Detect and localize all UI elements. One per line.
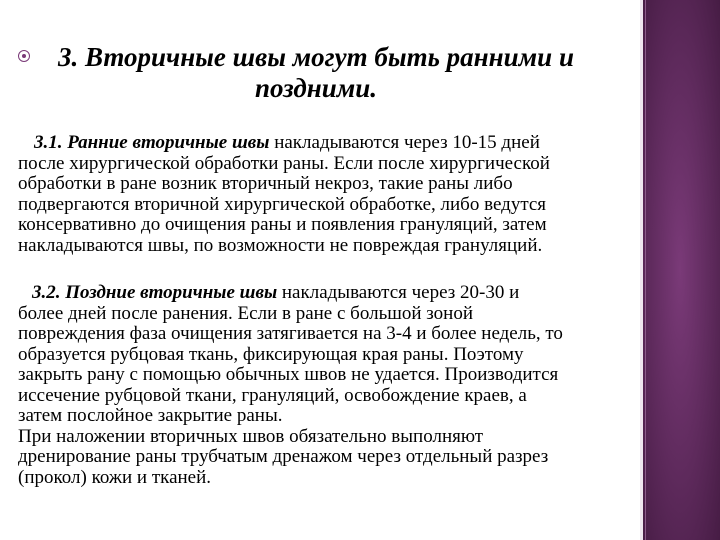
paragraph-line: обработки в ране возник вторичный некроз, такие раны либо xyxy=(18,173,513,194)
paragraph-line-rest: накладываются через 10-15 дней xyxy=(269,132,540,153)
paragraph-line: При наложении вторичных швов обязательно выполняют xyxy=(18,425,484,447)
paragraph-line xyxy=(18,283,640,304)
paragraph-lead: 3.2. Поздние вторичные швы xyxy=(32,282,278,303)
paragraph-line: (прокол) кожи и тканей. xyxy=(18,466,212,488)
paragraph-line: образуется рубцовая ткань, фиксирующая края раны. Поэтому xyxy=(18,343,524,365)
paragraph-early-sutures xyxy=(18,133,640,256)
heading-title xyxy=(18,42,596,104)
heading-line-1: 3. Вторичные швы могут быть ранними и xyxy=(58,42,574,72)
paragraph-line: подвергаются вторичной хирургической обработке, либо ведутся xyxy=(18,193,547,215)
heading-line-2: поздними. xyxy=(254,73,377,103)
paragraph-line: дренирование раны трубчатым дренажом через отдельный разрез xyxy=(18,446,549,467)
slide-heading xyxy=(18,42,638,104)
paragraph-line: накладываются швы, по возможности не повреждая грануляций. xyxy=(18,234,543,256)
paragraph-line xyxy=(18,133,640,154)
paragraph-line: после хирургической обработки раны. Если после хирургической xyxy=(18,152,550,174)
paragraph-line: иссечение рубцовой ткани, грануляций, освобождение краев, а xyxy=(18,384,527,406)
paragraph-line: более дней после ранения. Если в ране с большой зоной xyxy=(18,302,474,324)
paragraph-lead: 3.1. Ранние вторичные швы xyxy=(34,132,270,153)
paragraph-line-rest: накладываются через 20-30 и xyxy=(277,282,520,303)
paragraph-line: повреждения фаза очищения затягивается на 3-4 и более недель, то xyxy=(18,323,563,344)
paragraph-line: консервативно до очищения раны и появления грануляций, затем xyxy=(18,214,547,235)
paragraph-late-sutures xyxy=(18,283,640,488)
paragraph-line: затем послойное закрытие раны. xyxy=(18,405,283,426)
decorative-side-band xyxy=(640,0,720,540)
paragraph-line: закрыть рану с помощью обычных швов не удается. Производится xyxy=(18,364,559,385)
circle-bullet-icon xyxy=(18,50,30,62)
